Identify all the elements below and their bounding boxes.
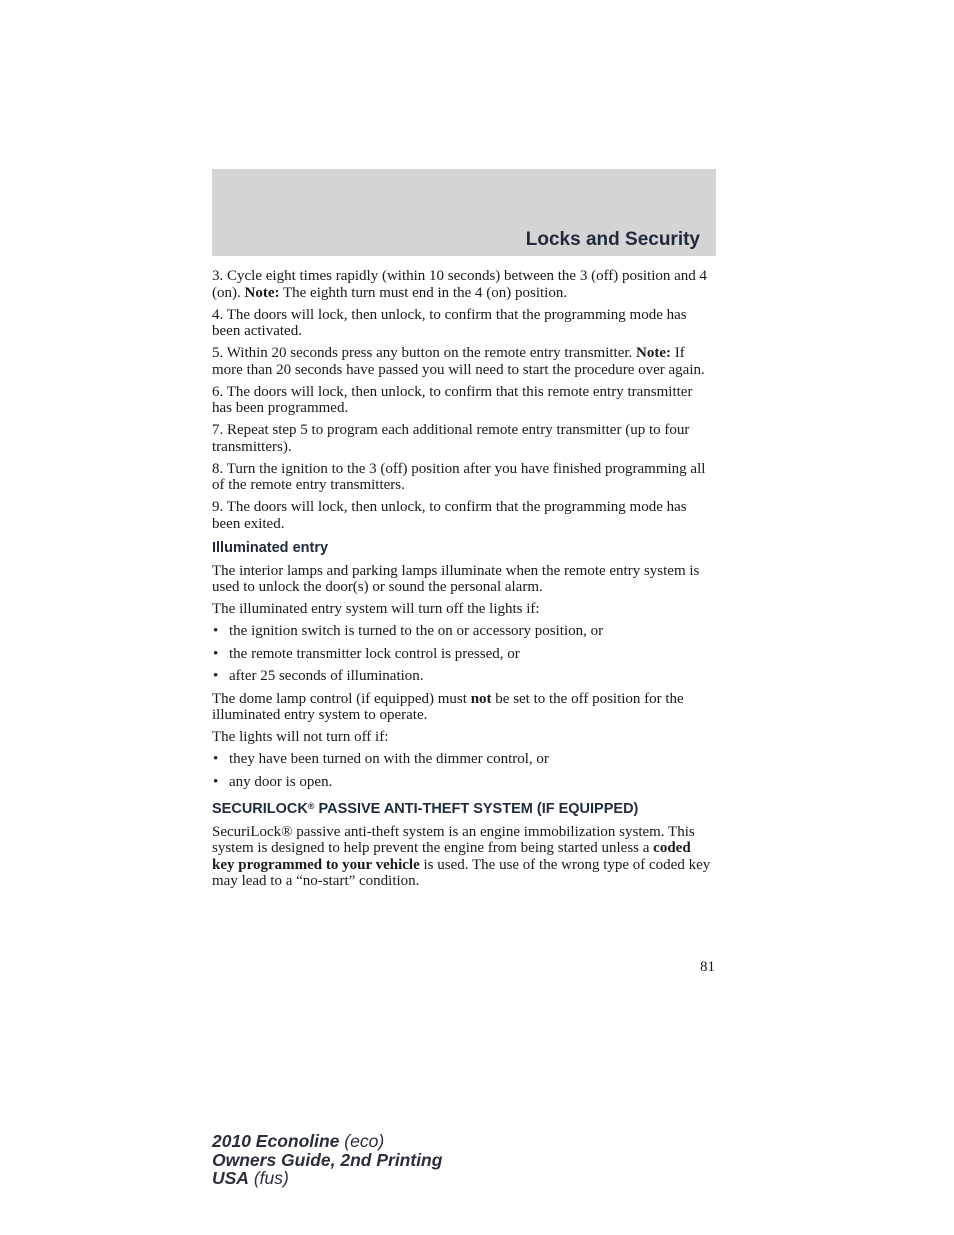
- step-8: 8. Turn the ignition to the 3 (off) position after you have finished programming all of the remote entry transmitters.: [212, 460, 706, 493]
- list-item: • the ignition switch is turned to the on or accessory position, or: [212, 623, 716, 640]
- list-item: • the remote transmitter lock control is pressed, or: [212, 646, 716, 663]
- lights-on-list: [212, 751, 716, 790]
- step-9: 9. The doors will lock, then unlock, to confirm that the programming mode has been exited.: [212, 499, 687, 532]
- note-label: Note:: [244, 284, 280, 301]
- step-6: 6. The doors will lock, then unlock, to confirm that this remote entry transmitter has been programmed.: [212, 383, 693, 416]
- list-item: • they have been turned on with the dimmer control, or: [212, 751, 716, 768]
- section-header-band: [212, 169, 716, 256]
- securilock-heading: SECURILOCK® PASSIVE ANTI-THEFT SYSTEM (IF EQUIPPED): [212, 801, 639, 817]
- footer-line-3: USA (fus): [212, 1168, 289, 1188]
- lights-not-off-para: The lights will not turn off if:: [212, 729, 389, 745]
- dome-lamp-para: The dome lamp control (if equipped) must not be set to the off position for the illuminated entry system to operate.: [212, 690, 684, 723]
- page-content: [212, 268, 716, 895]
- document-footer: [212, 1132, 442, 1188]
- lights-off-list: [212, 623, 716, 685]
- footer-line-1: 2010 Econoline (eco): [212, 1131, 385, 1151]
- footer-line-2: Owners Guide, 2nd Printing: [212, 1149, 443, 1170]
- note-label: Note:: [636, 345, 672, 361]
- illuminated-entry-para1: The interior lamps and parking lamps illuminate when the remote entry system is used to unlock the door(s) or sound the personal alarm.: [212, 562, 700, 595]
- section-title: Locks and Security: [525, 229, 700, 250]
- illuminated-entry-para2: The illuminated entry system will turn off the lights if:: [212, 601, 540, 617]
- list-item: • after 25 seconds of illumination.: [212, 668, 716, 685]
- illuminated-entry-heading: Illuminated entry: [212, 540, 329, 556]
- step-5: 5. Within 20 seconds press any button on the remote entry transmitter. Note: If more than 20 seconds have passed you will need to start the procedure over again.: [212, 345, 705, 378]
- step-7: 7. Repeat step 5 to program each additional remote entry transmitter (up to four transmitters).: [212, 422, 690, 455]
- step-3: 3. Cycle eight times rapidly (within 10 seconds) between the 3 (off) position and 4 (on). Note: The eighth turn must end in the 4 (on) position.: [212, 268, 708, 301]
- page-number: 81: [700, 959, 715, 975]
- step-4: 4. The doors will lock, then unlock, to confirm that the programming mode has been activated.: [212, 306, 687, 339]
- list-item: • any door is open.: [212, 774, 716, 791]
- securilock-para: SecuriLock® passive anti-theft system is an engine immobilization system. This system is designed to help prevent the engine from being started unless a coded key programmed to your vehicle is used. The use of the wrong type of coded key may lead to a “no-start” condition.: [212, 823, 711, 889]
